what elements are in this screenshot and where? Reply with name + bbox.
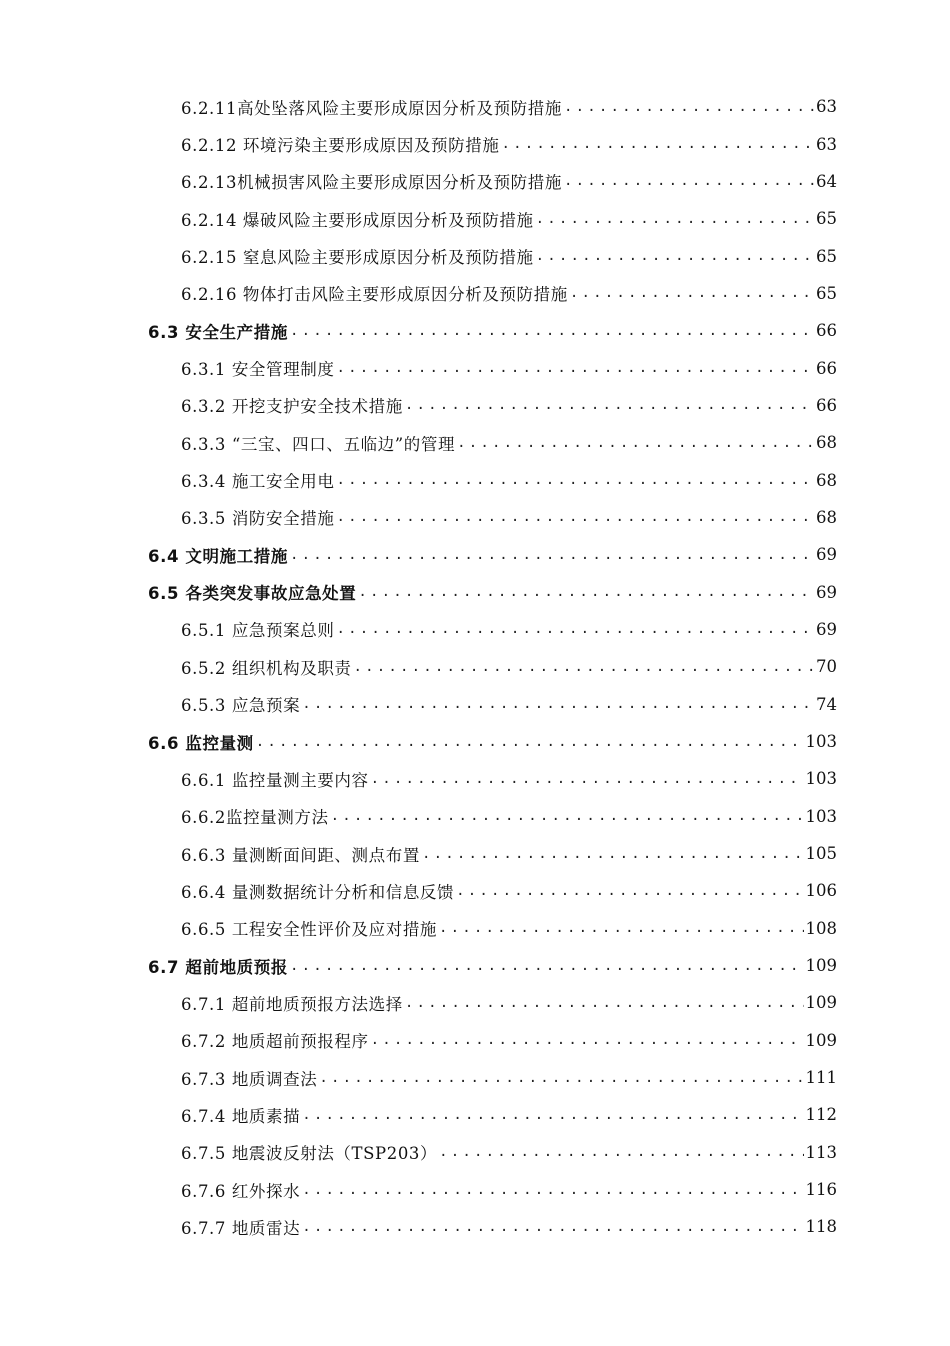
toc-dot-leader (439, 1144, 803, 1160)
toc-dot-leader (422, 846, 804, 862)
toc-subsection-entry[interactable] (0, 499, 950, 536)
toc-dot-leader (564, 99, 814, 115)
toc-entry-title: 6.7 超前地质预报 (148, 957, 288, 977)
toc-subsection-entry[interactable] (0, 872, 950, 909)
toc-dot-leader (336, 472, 814, 488)
toc-page-number: 66 (816, 321, 837, 341)
toc-subsection-entry[interactable] (0, 1059, 950, 1096)
toc-page-number: 109 (805, 993, 837, 1013)
toc-page-number: 68 (816, 470, 837, 490)
toc-entry-title: 6.4 文明施工措施 (148, 546, 288, 566)
toc-subsection-entry[interactable] (0, 349, 950, 386)
toc-entry-title: 6.7.2 地质超前预报程序 (181, 1032, 369, 1052)
toc-dot-leader (290, 547, 814, 563)
toc-dot-leader (302, 696, 814, 712)
toc-dot-leader (256, 734, 804, 750)
toc-dot-leader (302, 1182, 803, 1198)
toc-subsection-entry[interactable] (0, 200, 950, 237)
toc-section-heading[interactable] (0, 536, 950, 573)
toc-dot-leader (371, 771, 804, 787)
toc-dot-leader (371, 1032, 804, 1048)
toc-subsection-entry[interactable] (0, 760, 950, 797)
toc-subsection-entry[interactable] (0, 1022, 950, 1059)
toc-subsection-entry[interactable] (0, 387, 950, 424)
toc-entry-title: 6.2.11高处坠落风险主要形成原因分析及预防措施 (181, 98, 562, 118)
toc-subsection-entry[interactable] (0, 1134, 950, 1171)
toc-entry-title: 6.5.3 应急预案 (181, 696, 301, 716)
toc-entry-title: 6.6.1 监控量测主要内容 (181, 770, 369, 790)
toc-entry-title: 6.3.2 开挖支护安全技术措施 (181, 397, 403, 417)
toc-dot-leader (354, 659, 814, 675)
toc-dot-leader (405, 995, 804, 1011)
toc-page-number: 66 (816, 358, 837, 378)
toc-dot-leader (439, 920, 803, 936)
toc-page-number: 65 (816, 283, 837, 303)
toc-section-heading[interactable] (0, 947, 950, 984)
toc-entry-title: 6.3.3 “三宝、四口、五临边”的管理 (181, 434, 456, 454)
toc-dot-leader (501, 136, 814, 152)
toc-page-number: 109 (805, 1030, 837, 1050)
toc-entry-title: 6.3 安全生产措施 (148, 322, 288, 342)
toc-entry-title: 6.3.4 施工安全用电 (181, 472, 335, 492)
toc-subsection-entry[interactable] (0, 237, 950, 274)
toc-dot-leader (290, 958, 804, 974)
toc-subsection-entry[interactable] (0, 984, 950, 1021)
toc-subsection-entry[interactable] (0, 1171, 950, 1208)
toc-subsection-entry[interactable] (0, 648, 950, 685)
toc-entry-title: 6.6.2监控量测方法 (181, 808, 329, 828)
toc-dot-leader (457, 435, 814, 451)
toc-subsection-entry[interactable] (0, 1208, 950, 1245)
toc-page-number: 66 (816, 395, 837, 415)
toc-dot-leader (302, 1107, 803, 1123)
toc-section-heading[interactable] (0, 312, 950, 349)
toc-entry-title: 6.7.4 地质素描 (181, 1106, 301, 1126)
toc-dot-leader (536, 211, 814, 227)
toc-dot-leader (336, 509, 814, 525)
toc-page-number: 106 (805, 881, 837, 901)
toc-subsection-entry[interactable] (0, 424, 950, 461)
toc-subsection-entry[interactable] (0, 1096, 950, 1133)
toc-subsection-entry[interactable] (0, 798, 950, 835)
toc-dot-leader (336, 621, 814, 637)
toc-page-number: 69 (816, 545, 837, 565)
toc-dot-leader (570, 285, 814, 301)
toc-subsection-entry[interactable] (0, 125, 950, 162)
toc-page-number: 112 (805, 1105, 837, 1125)
toc-entry-title: 6.5 各类突发事故应急处置 (148, 584, 357, 604)
toc-page-number: 103 (805, 732, 837, 752)
toc-page-number: 111 (805, 1068, 837, 1088)
toc-page-number: 109 (805, 956, 837, 976)
toc-subsection-entry[interactable] (0, 461, 950, 498)
toc-page-number: 65 (816, 209, 837, 229)
toc-dot-leader (331, 808, 804, 824)
toc-page-number: 65 (816, 246, 837, 266)
toc-page-number: 68 (816, 433, 837, 453)
toc-entry-title: 6.5.1 应急预案总则 (181, 621, 335, 641)
toc-page-number: 116 (805, 1180, 837, 1200)
toc-entry-title: 6.6.3 量测断面间距、测点布置 (181, 845, 420, 865)
toc-dot-leader (290, 323, 814, 339)
toc-page-number: 69 (816, 619, 837, 639)
toc-page-number: 68 (816, 507, 837, 527)
toc-dot-leader (564, 173, 814, 189)
table-of-contents (0, 88, 950, 1246)
toc-entry-title: 6.6.5 工程安全性评价及应对措施 (181, 920, 438, 940)
toc-page-number: 108 (805, 918, 837, 938)
toc-subsection-entry[interactable] (0, 910, 950, 947)
toc-section-heading[interactable] (0, 573, 950, 610)
toc-page-number: 105 (805, 844, 837, 864)
toc-entry-title: 6.7.3 地质调查法 (181, 1069, 318, 1089)
toc-page-number: 70 (816, 657, 837, 677)
toc-entry-title: 6.2.12 环境污染主要形成原因及预防措施 (181, 136, 500, 156)
toc-dot-leader (319, 1070, 803, 1086)
toc-entry-title: 6.7.6 红外探水 (181, 1181, 301, 1201)
toc-page-number: 103 (805, 806, 837, 826)
toc-dot-leader (302, 1219, 803, 1235)
toc-entry-title: 6.7.7 地质雷达 (181, 1218, 301, 1238)
toc-entry-title: 6.5.2 组织机构及职责 (181, 658, 352, 678)
toc-dot-leader (536, 248, 814, 264)
toc-dot-leader (456, 883, 803, 899)
toc-subsection-entry[interactable] (0, 275, 950, 312)
toc-entry-title: 6.3.1 安全管理制度 (181, 360, 335, 380)
toc-page-number: 63 (816, 134, 837, 154)
toc-entry-title: 6.6.4 量测数据统计分析和信息反馈 (181, 882, 455, 902)
toc-page-number: 118 (805, 1217, 837, 1237)
toc-entry-title: 6.2.16 物体打击风险主要形成原因分析及预防措施 (181, 285, 568, 305)
toc-entry-title: 6.7.1 超前地质预报方法选择 (181, 994, 403, 1014)
toc-entry-title: 6.3.5 消防安全措施 (181, 509, 335, 529)
toc-entry-title: 6.2.14 爆破风险主要形成原因分析及预防措施 (181, 210, 534, 230)
toc-subsection-entry[interactable] (0, 88, 950, 125)
toc-page-number: 63 (816, 97, 837, 117)
toc-subsection-entry[interactable] (0, 835, 950, 872)
toc-entry-title: 6.2.15 窒息风险主要形成原因分析及预防措施 (181, 248, 534, 268)
toc-dot-leader (336, 360, 814, 376)
toc-page-number: 113 (805, 1142, 837, 1162)
toc-subsection-entry[interactable] (0, 686, 950, 723)
toc-page-number: 74 (816, 694, 837, 714)
toc-subsection-entry[interactable] (0, 611, 950, 648)
toc-dot-leader (358, 584, 814, 600)
toc-dot-leader (405, 397, 814, 413)
toc-entry-title: 6.6 监控量测 (148, 733, 254, 753)
toc-section-heading[interactable] (0, 723, 950, 760)
toc-entry-title: 6.2.13机械损害风险主要形成原因分析及预防措施 (181, 173, 562, 193)
toc-subsection-entry[interactable] (0, 163, 950, 200)
toc-page-number: 69 (816, 582, 837, 602)
toc-page-number: 64 (816, 171, 837, 191)
toc-entry-title: 6.7.5 地震波反射法（TSP203） (181, 1144, 438, 1164)
toc-page-number: 103 (805, 769, 837, 789)
